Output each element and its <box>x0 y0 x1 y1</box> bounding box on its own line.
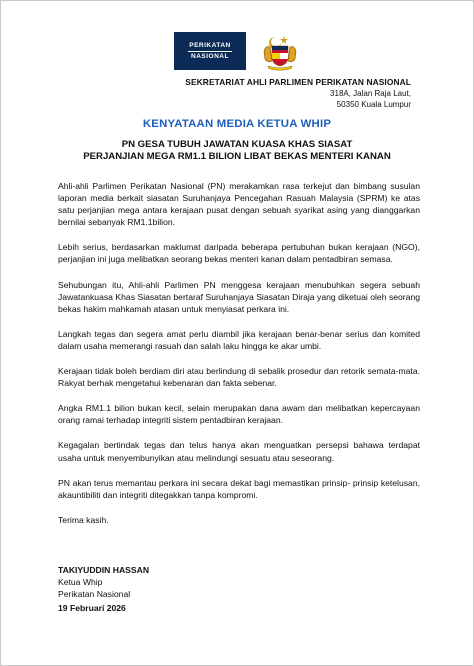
release-date: 19 Februari 2026 <box>58 603 126 613</box>
paragraph: Langkah tegas dan segera amat perlu diambil jika kerajaan benar-benar serius dan komited dalam usaha memerangi rasuah dan salah laku hingga ke akar umbi. <box>58 328 420 351</box>
paragraph: Ahli-ahli Parlimen Perikatan Nasional (PN) merakamkan rasa terkejut dan bimbang susulan laporan media berkait siasatan Suruhanjaya Pencegahan Rasuah Malaysia (SPRM) ke atas satu perjanjian mega antara kerajaan pusat dengan sebuah syarikat asing yang dianggarkan bernilai sebanyak RM1.1bilion. <box>58 181 420 228</box>
signatory-name: TAKIYUDDIN HASSAN <box>58 565 150 575</box>
perikatan-nasional-logo <box>174 32 246 70</box>
logo-line2: NASIONAL <box>191 52 229 60</box>
statement-body <box>58 180 420 539</box>
paragraph: Angka RM1.1 bilion bukan kecil, selain merupakan dana awam dan melibatkan kepercayaan orang ramai terhadap integriti sistem pentadbiran kerajaan. <box>58 403 420 426</box>
logo-divider <box>188 51 232 52</box>
headline-line2: PERJANJIAN MEGA RM1.1 BILION LIBAT BEKAS MENTERI KANAN <box>83 151 391 162</box>
paragraph: PN akan terus memantau perkara ini secara dekat bagi memastikan prinsip- prinsip ketelusan, akauntibiliti dan integriti ditegakkan tanpa kompromi. <box>58 477 420 500</box>
paragraph: Kerajaan tidak boleh berdiam diri atau berlindung di sebalik prosedur dan retorik semata-mata. Rakyat berhak mengetahui kebenaran dan fakta sebenar. <box>58 366 420 389</box>
paragraph: Lebih serius, berdasarkan maklumat daripada beberapa pertubuhan bukan kerajaan (NGO), perjanjian ini juga melibatkan seorang bekas menteri kanan dalam pentadbiran semasa. <box>58 242 420 265</box>
headline-line1: PN GESA TUBUH JAWATAN KUASA KHAS SIASAT <box>121 139 353 150</box>
secretariat-name: SEKRETARIAT AHLI PARLIMEN PERIKATAN NASIONAL <box>185 77 411 87</box>
logo-line1: PERIKATAN <box>189 41 231 49</box>
document-title: KENYATAAN MEDIA KETUA WHIP <box>142 118 332 130</box>
signature-block <box>58 564 149 600</box>
paragraph: Kegagalan bertindak tegas dan telus hanya akan menguatkan persepsi bahawa terdapat usaha untuk menyembunyikan atau melindungi sesuatu atau seseorang. <box>58 440 420 463</box>
closing-line: Terima kasih. <box>58 514 109 525</box>
address-line1: 318A, Jalan Raja Laut, <box>330 89 411 98</box>
malaysia-coat-of-arms-icon <box>260 31 300 71</box>
headline <box>1 139 473 163</box>
paragraph: Sehubungan itu, Ahli-ahli Parlimen PN menggesa kerajaan menubuhkan segera sebuah Jawatankuasa Khas Siasatan bertaraf Suruhanjaya Siasatan Diraja yang diketuai oleh seorang bekas hakim mahkamah atasan untuk menyiasat perkara ini. <box>58 279 420 314</box>
signatory-role: Ketua Whip <box>58 577 103 587</box>
address-line2: 50350 Kuala Lumpur <box>336 100 411 109</box>
signatory-party: Perikatan Nasional <box>58 589 131 599</box>
sender-address-block <box>185 77 411 110</box>
logo-row <box>1 31 473 71</box>
